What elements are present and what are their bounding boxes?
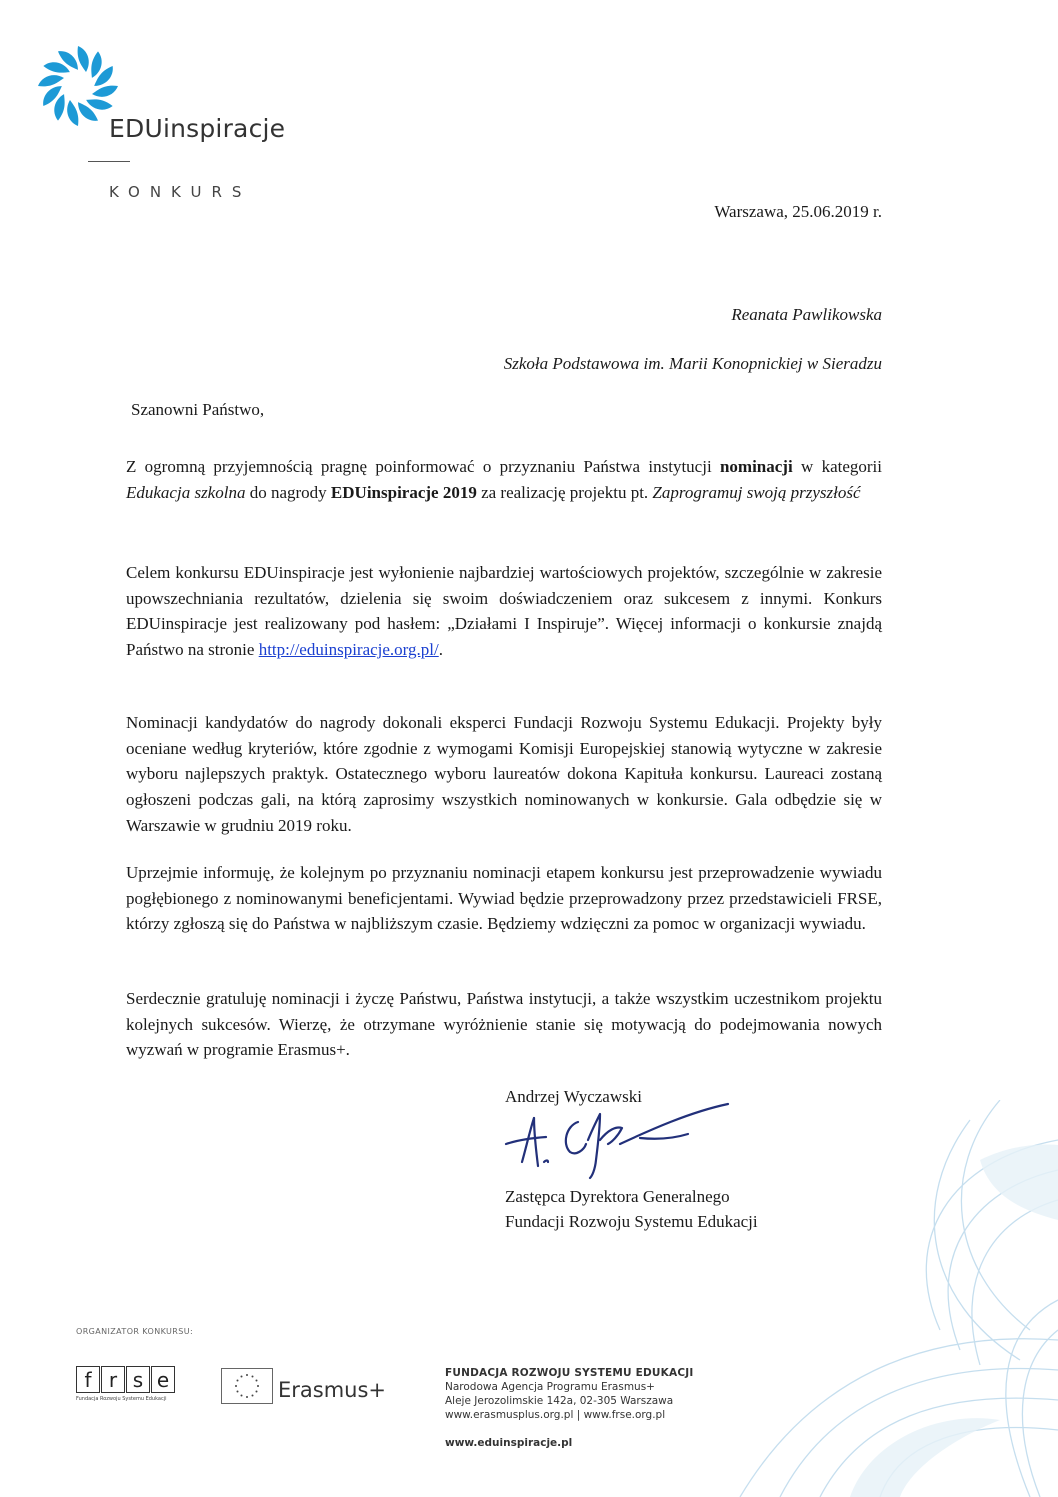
frse-letter: r xyxy=(101,1366,125,1393)
place-date: Warszawa, 25.06.2019 r. xyxy=(714,202,882,221)
eu-flag-icon xyxy=(221,1368,273,1404)
signer-title: Zastępca Dyrektora Generalnego xyxy=(505,1187,730,1206)
frse-letter: s xyxy=(126,1366,150,1393)
frse-letter: f xyxy=(76,1366,100,1393)
project-title: Zaprogramuj swoją przyszłość xyxy=(652,482,861,502)
paragraph-text: w kategorii xyxy=(792,457,882,476)
paragraph-text: Serdecznie gratuluję nominacji i życzę Państwu, Państwa instytucji, a także wszystkim uczestnikom projektu kolejnych sukcesów. Wierzę, że otrzymane wyróżnienie stanie się motywacją do podejmowania nowych wyzwań w programie Erasmus+. xyxy=(126,989,882,1060)
address-line: Narodowa Agencja Programu Erasmus+ xyxy=(445,1381,655,1393)
paragraph-congratulations xyxy=(126,986,882,1063)
brand-subtitle: KONKURS xyxy=(109,183,252,201)
paragraph-text: . xyxy=(438,640,443,660)
footer-website: www.eduinspiracje.pl xyxy=(445,1437,573,1449)
foundation-name: FUNDACJA ROZWOJU SYSTEMU EDUKACJI xyxy=(445,1367,694,1379)
eduinspiracje-logo xyxy=(36,44,286,214)
signer-position xyxy=(505,1184,758,1234)
award-name: EDUinspiracje 2019 xyxy=(330,482,477,502)
brand-name: EDUinspiracje xyxy=(109,114,286,143)
frse-letter: e xyxy=(151,1366,175,1393)
category-name: Edukacja szkolna xyxy=(126,482,246,502)
paragraph-nomination xyxy=(126,454,882,505)
contest-website-link[interactable]: http://eduinspiracje.org.pl/ xyxy=(258,640,439,660)
frse-subtitle: Fundacja Rozwoju Systemu Edukacji xyxy=(76,1396,167,1402)
frse-logo xyxy=(76,1366,176,1411)
address-websites: www.erasmusplus.org.pl | www.frse.org.pl xyxy=(445,1409,666,1421)
paragraph-experts xyxy=(126,710,882,839)
signer-organization: Fundacji Rozwoju Systemu Edukacji xyxy=(505,1212,758,1231)
erasmus-logo-text: Erasmus+ xyxy=(278,1378,387,1402)
paragraph-text: do nagrody xyxy=(245,482,331,502)
address-line: Aleje Jerozolimskie 142a, 02-305 Warszawa xyxy=(445,1395,674,1407)
paragraph-contest-goal xyxy=(126,560,882,663)
nomination-emphasis: nominacji xyxy=(719,457,793,476)
paragraph-text: Uprzejmie informuję, że kolejnym po przyznaniu nominacji etapem konkursu jest przeprowadzenie wywiadu pogłębionego z nominowanymi beneficjentami. Wywiad będzie przeprowadzony przez przedstawicieli FRSE, którzy zgłoszą się do Państwa w najbliższym czasie. Będziemy wdzięczni za pomoc w organizacji wywiadu. xyxy=(126,863,882,934)
handwritten-signature-icon xyxy=(500,1100,735,1180)
foundation-address xyxy=(445,1366,693,1422)
recipient-name: Reanata Pawlikowska xyxy=(731,305,882,324)
paragraph-text: Nominacji kandydatów do nagrody dokonali eksperci Fundacji Rozwoju Systemu Edukacji. Projekty były oceniane według kryteriów, które zgodnie z wymogami Komisji Europejskiej stanowią wytyczne w zakresie wyboru najlepszych praktyk. Ostatecznego wyboru laureatów dokona Kapituła konkursu. Laureaci zostaną ogłoszeni podczas gali, na którą zaprosimy wszystkich nominowanych w konkursie. Gala odbędzie się w Warszawie w grudniu 2019 roku. xyxy=(126,713,882,835)
signer-name: Andrzej Wyczawski xyxy=(505,1087,642,1106)
paragraph-interview xyxy=(126,860,882,937)
swirl-logo-icon xyxy=(36,44,120,128)
greeting: Szanowni Państwo, xyxy=(131,400,265,419)
paragraph-text: za realizację projektu pt. xyxy=(476,482,653,502)
recipient-institution: Szkoła Podstawowa im. Marii Konopnickiej w Sieradzu xyxy=(503,354,882,373)
paragraph-text: Z ogromną przyjemnością pragnę poinformować o przyznaniu Państwa instytucji xyxy=(126,457,720,476)
logo-divider xyxy=(88,161,130,162)
decorative-swirl-icon xyxy=(700,1100,1058,1497)
paragraph-text: Celem konkursu EDUinspiracje jest wyłonienie najbardziej wartościowych projektów, szczególnie w zakresie upowszechniania rezultatów, dzielenia się swoim doświadczeniem oraz sukcesem z innymi. Konkurs EDUinspiracje jest realizowany pod hasłem: „Działami I Inspiruje”. Więcej informacji o konkursie znajdą Państwo na stronie xyxy=(126,563,882,660)
organizer-label: ORGANIZATOR KONKURSU: xyxy=(76,1327,194,1336)
